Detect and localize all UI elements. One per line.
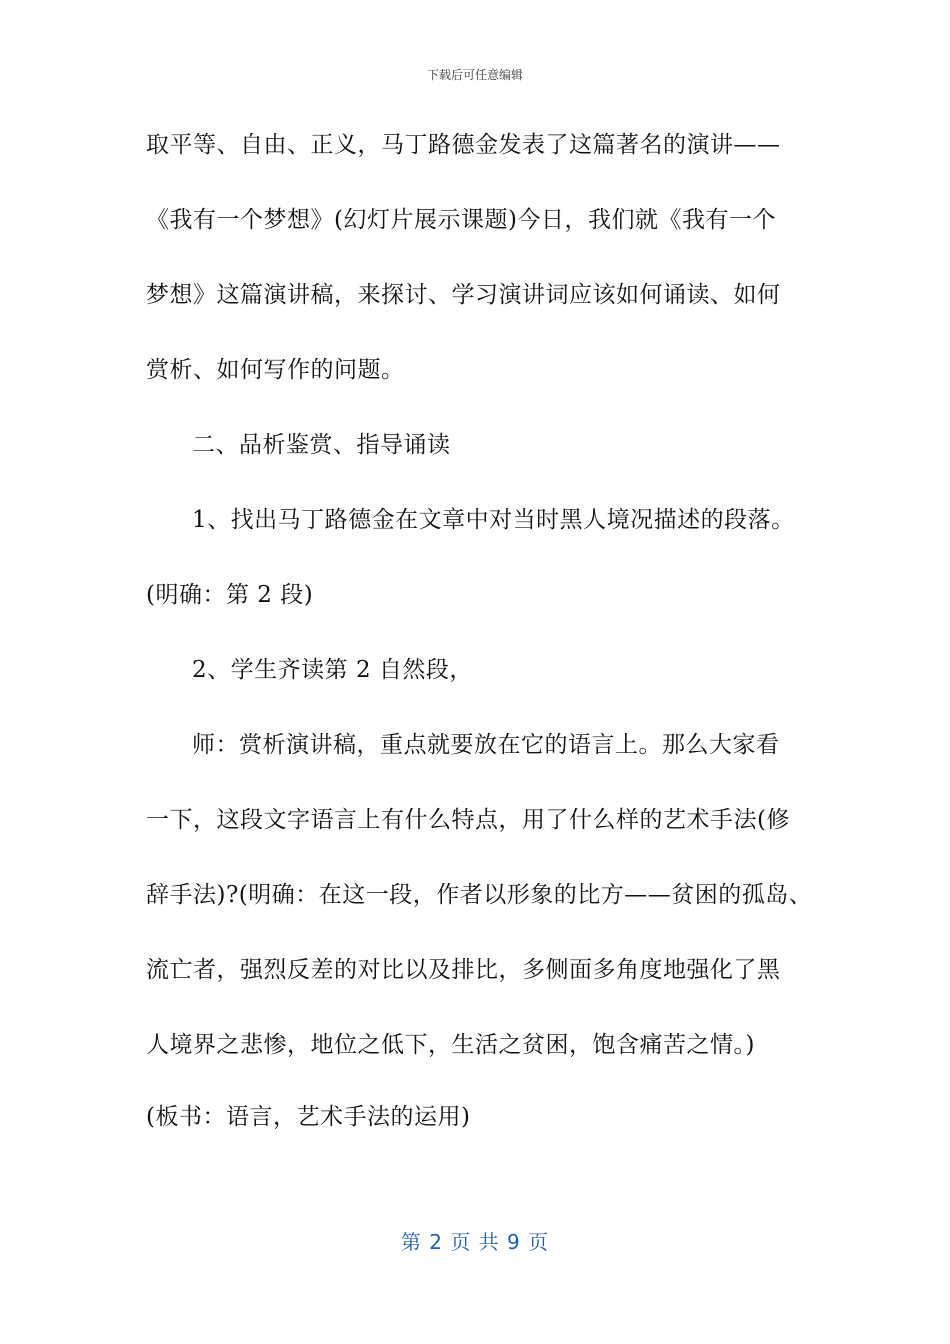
body-line: 流亡者，强烈反差的对比以及排比，多侧面多角度地强化了黑: [146, 957, 781, 983]
section-heading: 二、品析鉴赏、指导诵读: [192, 432, 451, 458]
body-line: 梦想》这篇演讲稿，来探讨、学习演讲词应该如何诵读、如何: [146, 282, 781, 308]
body-line: (板书：语言，艺术手法的运用): [146, 1104, 471, 1130]
body-line: 一下，这段文字语言上有什么特点，用了什么样的艺术手法(修: [146, 807, 790, 833]
body-line: 赏析、如何写作的问题。: [146, 357, 405, 383]
page-number: 第 2 页 共 9 页: [400, 1230, 550, 1254]
body-line: 1、找出马丁路德金在文章中对当时黑人境况描述的段落。: [192, 507, 795, 533]
body-line: (明确：第 2 段): [146, 582, 314, 608]
body-line: 取平等、自由、正义，马丁路德金发表了这篇著名的演讲——: [146, 132, 781, 158]
body-line: 师：赏析演讲稿，重点就要放在它的语言上。那么大家看: [192, 732, 780, 758]
header-note: 下载后可任意编辑: [426, 68, 523, 82]
body-line: 《我有一个梦想》(幻灯片展示课题)今日，我们就《我有一个: [146, 207, 776, 233]
body-line: 人境界之悲惨，地位之低下，生活之贫困，饱含痛苦之情。): [146, 1032, 755, 1058]
body-line: 2、学生齐读第 2 自然段，: [192, 657, 473, 683]
body-line: 辞手法)?(明确：在这一段，作者以形象的比方——贫困的孤岛、: [146, 882, 813, 908]
